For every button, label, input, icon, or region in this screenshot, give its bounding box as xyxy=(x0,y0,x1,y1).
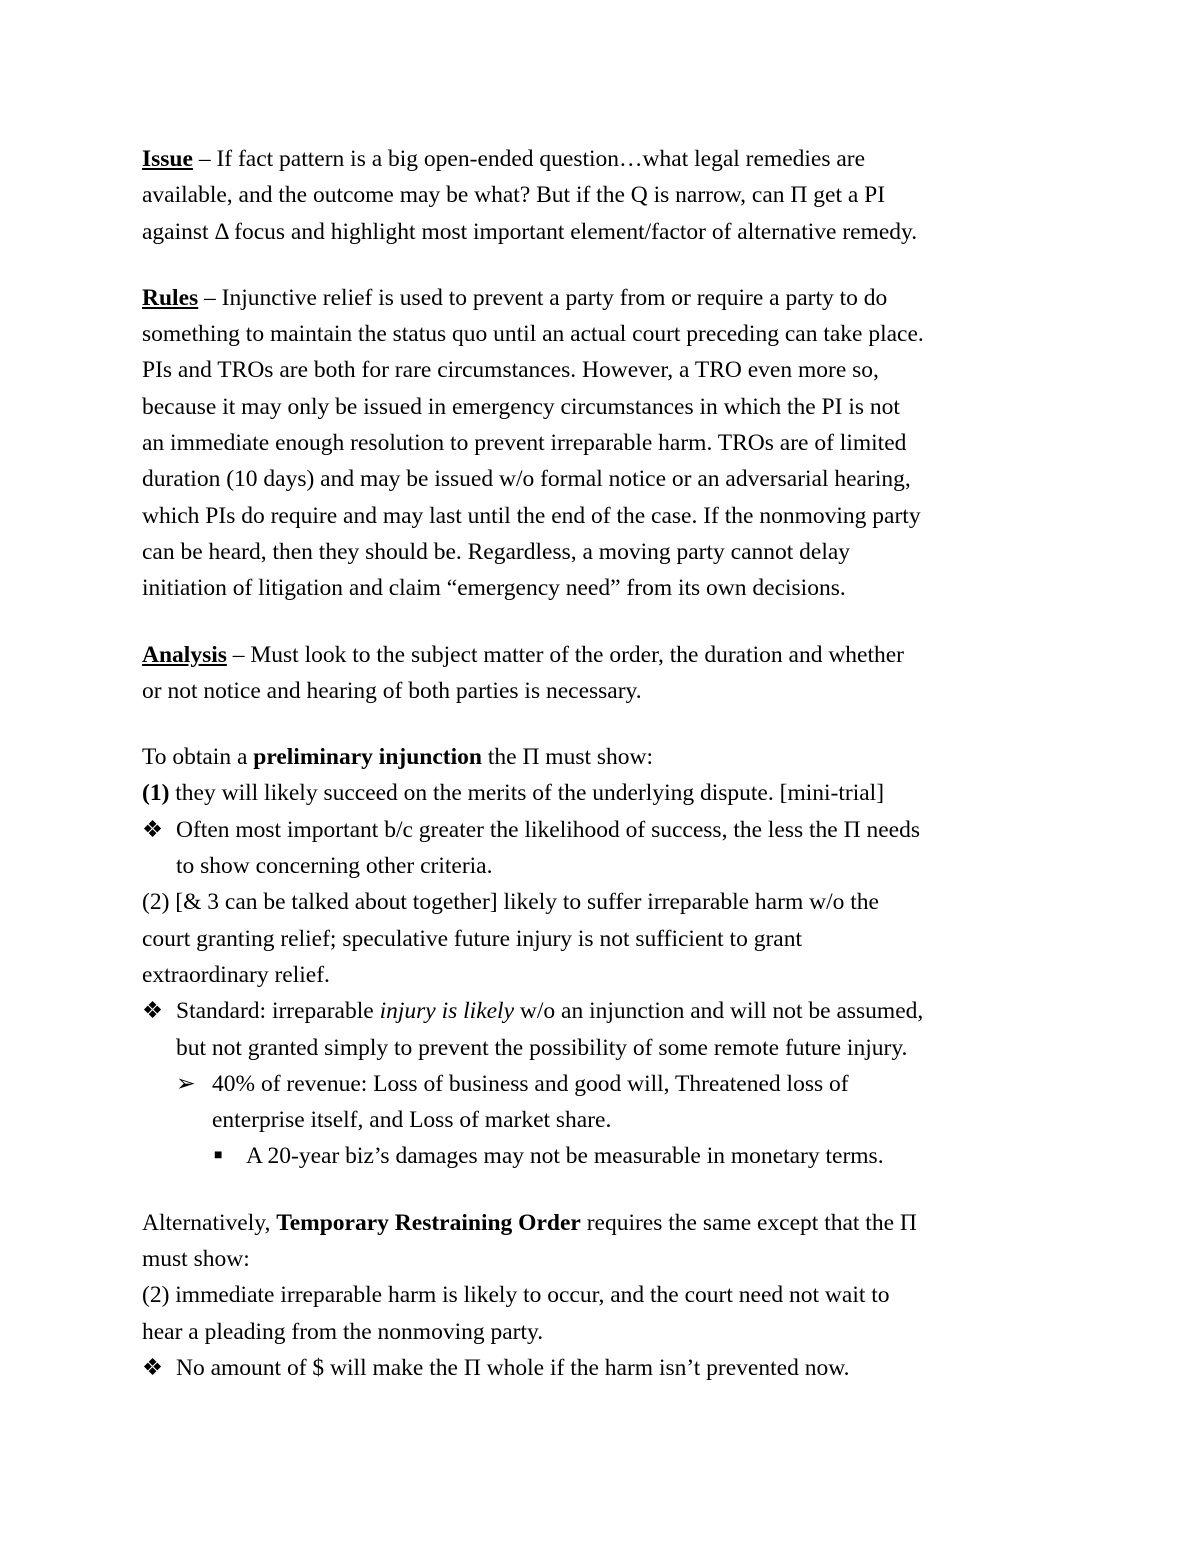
pi-sub-bullet-1-line-1: 40% of revenue: Loss of business and good will, Threatened loss of xyxy=(212,1070,849,1097)
pi-sub-sub-bullet-1 xyxy=(142,1138,1072,1174)
rules-text-1: – Injunctive relief is used to prevent a party from or require a party to do xyxy=(198,284,888,311)
tro-section xyxy=(142,1205,1072,1386)
pi-bullet-2-post: w/o an injunction and will not be assumed, xyxy=(514,998,924,1025)
pi-element-1 xyxy=(142,775,1072,811)
analysis-line-2: or not notice and hearing of both parties is necessary. xyxy=(142,677,642,704)
tro-intro xyxy=(142,1205,1072,1241)
pi-intro-bold: preliminary injunction xyxy=(253,744,482,771)
tro-bullet-1-text: No amount of $ will make the Π whole if the harm isn’t prevented now. xyxy=(176,1354,850,1381)
document-body xyxy=(142,141,1072,1416)
diamond-bullet-icon: ❖ xyxy=(142,1354,164,1381)
pi-element-1-number: (1) xyxy=(142,780,170,807)
diamond-bullet-icon: ❖ xyxy=(142,816,164,843)
pi-element-2-number: (2) xyxy=(142,889,170,916)
pi-element-2-line-3: extraordinary relief. xyxy=(142,961,330,988)
rules-line-1 xyxy=(142,280,1072,316)
pi-element-1-text: they will likely succeed on the merits of the underlying dispute. [mini-trial] xyxy=(169,780,885,807)
pi-bullet-2-line-1 xyxy=(176,993,1072,1029)
tro-intro-bold: Temporary Restraining Order xyxy=(276,1209,581,1236)
pi-element-2-line-2: court granting relief; speculative future injury is not sufficient to grant xyxy=(142,925,802,952)
rules-line-7: which PIs do require and may last until the end of the case. If the nonmoving party xyxy=(142,502,921,529)
analysis-text-1: – Must look to the subject matter of the order, the duration and whether xyxy=(226,641,905,668)
pi-bullet-2-italic: injury is likely xyxy=(379,998,515,1025)
analysis-line-1 xyxy=(142,637,1072,673)
pi-sub-sub-bullet-1-text: A 20-year biz’s damages may not be measurable in monetary terms. xyxy=(246,1143,884,1170)
issue-heading: Issue xyxy=(142,146,193,172)
pi-element-2 xyxy=(142,884,1072,920)
pi-intro xyxy=(142,739,1072,775)
analysis-section xyxy=(142,637,1072,710)
issue-line-3: against Δ focus and highlight most important element/factor of alternative remedy. xyxy=(142,218,918,245)
rules-section xyxy=(142,280,1072,607)
issue-line-1 xyxy=(142,141,1072,177)
rules-line-3: PIs and TROs are both for rare circumstances. However, a TRO even more so, xyxy=(142,357,879,384)
pi-bullet-2 xyxy=(142,993,1072,1066)
pi-bullet-1 xyxy=(142,812,1072,885)
pi-intro-post: the Π must show: xyxy=(481,744,654,771)
issue-line-2: available, and the outcome may be what? But if the Q is narrow, can Π get a PI xyxy=(142,182,886,209)
preliminary-injunction-section xyxy=(142,739,1072,1175)
pi-bullet-2-pre: Standard: irreparable xyxy=(176,998,380,1025)
arrow-bullet-icon: ➢ xyxy=(176,1070,196,1097)
rules-line-8: can be heard, then they should be. Regardless, a moving party cannot delay xyxy=(142,538,851,565)
tro-intro-line-2: must show: xyxy=(142,1246,250,1273)
rules-line-2: something to maintain the status quo until an actual court preceding can take place. xyxy=(142,321,924,348)
pi-bullet-1-line-1: Often most important b/c greater the likelihood of success, the less the Π needs xyxy=(176,816,920,843)
rules-line-4: because it may only be issued in emergency circumstances in which the PI is not xyxy=(142,393,900,420)
issue-section xyxy=(142,141,1072,250)
rules-line-5: an immediate enough resolution to prevent irreparable harm. TROs are of limited xyxy=(142,430,907,457)
analysis-heading: Analysis xyxy=(142,641,227,668)
pi-bullet-2-line-2: but not granted simply to prevent the possibility of some remote future injury. xyxy=(176,1034,908,1061)
tro-element-2 xyxy=(142,1277,1072,1313)
rules-line-9: initiation of litigation and claim “emergency need” from its own decisions. xyxy=(142,575,846,602)
tro-element-2-number: (2) xyxy=(142,1282,170,1309)
tro-bullet-1 xyxy=(142,1350,1072,1386)
tro-element-2-text: immediate irreparable harm is likely to occur, and the court need not wait to xyxy=(169,1282,890,1309)
diamond-bullet-icon: ❖ xyxy=(142,998,164,1025)
tro-intro-pre: Alternatively, xyxy=(142,1209,277,1236)
pi-intro-pre: To obtain a xyxy=(142,744,254,771)
pi-bullet-1-line-2: to show concerning other criteria. xyxy=(176,853,493,880)
pi-sub-bullet-1-line-2: enterprise itself, and Loss of market share. xyxy=(212,1107,612,1134)
tro-element-2-line-2: hear a pleading from the nonmoving party. xyxy=(142,1318,544,1345)
tro-intro-post: requires the same except that the Π xyxy=(580,1209,917,1236)
pi-element-2-text: [& 3 can be talked about together] likely to suffer irreparable harm w/o the xyxy=(169,889,879,916)
square-bullet-icon: ■ xyxy=(214,1148,223,1164)
rules-heading: Rules xyxy=(142,284,199,311)
rules-line-6: duration (10 days) and may be issued w/o formal notice or an adversarial hearing, xyxy=(142,466,911,493)
pi-sub-bullet-1 xyxy=(142,1066,1072,1139)
issue-text-1: – If fact pattern is a big open-ended question…what legal remedies are xyxy=(192,146,866,172)
